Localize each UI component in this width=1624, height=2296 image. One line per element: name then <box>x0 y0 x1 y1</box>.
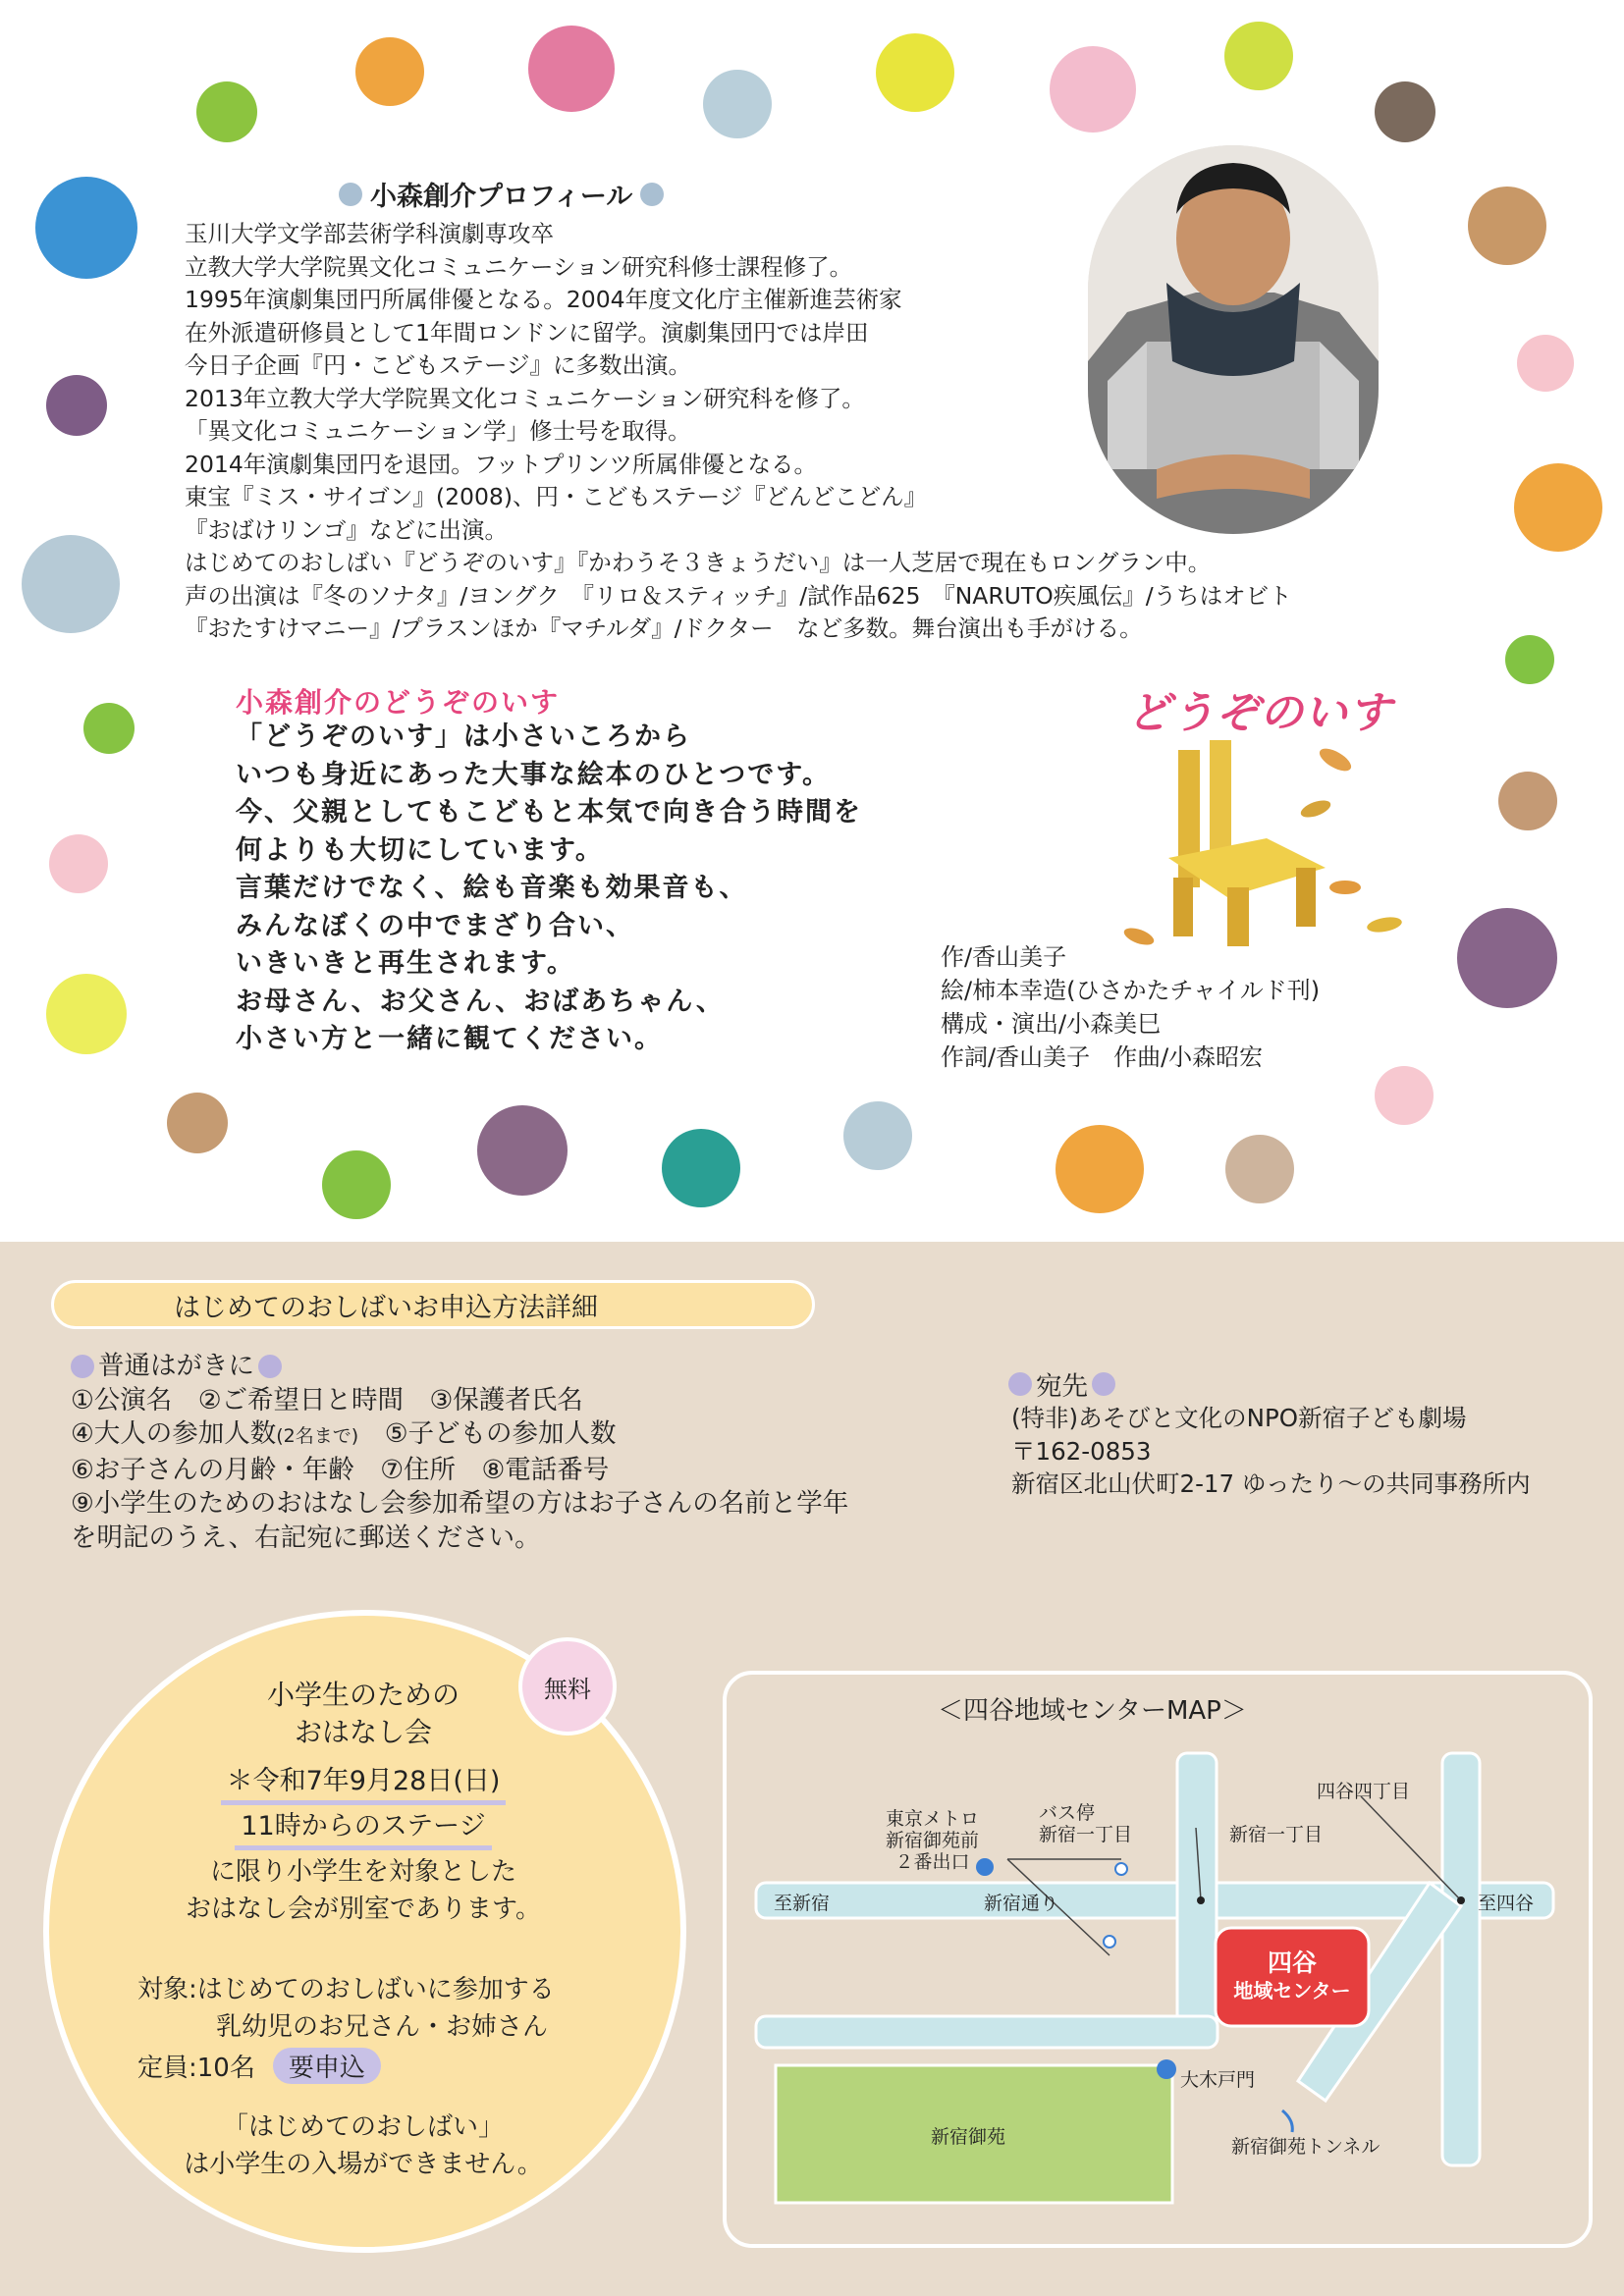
bullet-dot <box>1092 1372 1115 1396</box>
book-credits <box>941 940 1320 1074</box>
map-title: ＜四谷地域センターMAP＞ <box>938 1696 1247 1726</box>
map-label-okido-gate: 大木戸門 <box>1180 2069 1256 2091</box>
profile-title-text: 小森創介プロフィール <box>370 182 633 212</box>
credit-line: 作詞/香山美子 作曲/小森昭宏 <box>941 1043 1264 1071</box>
map-label-to-shinjuku: 至新宿 <box>774 1893 831 1914</box>
profile-line: 声の出演は『冬のソナタ』/ヨングク 『リロ＆スティッチ』/試作品625 『NARUTO疾風伝』/うちはオビト <box>185 581 1292 610</box>
postcard-item: を明記のうえ、右記宛に郵送ください。 <box>71 1522 541 1553</box>
profile-title <box>339 175 664 213</box>
story-target-text: 対象:はじめてのおしばいに参加する <box>137 1975 555 2004</box>
story-note-line: は小学生の入場ができません。 <box>184 2150 543 2179</box>
story-time <box>98 1808 628 1850</box>
map-label-text: 新宿一丁目 <box>1039 1824 1133 1845</box>
book-title: どうぞのいす <box>1127 688 1392 738</box>
map-label-text: 地域センター <box>1233 1979 1351 2002</box>
postcard-instructions <box>71 1350 848 1555</box>
map-label-bus-stop <box>1039 1802 1132 1845</box>
free-badge-text: 無料 <box>544 1675 591 1703</box>
dozonoisu-line: 「どうぞのいす」は小さいころから <box>236 721 691 752</box>
dozonoisu-line: 言葉だけでなく、絵も音楽も効果音も、 <box>236 873 748 903</box>
chair-illustration <box>1119 730 1414 956</box>
map-label-text: 四谷 <box>1267 1949 1317 1977</box>
profile-line: 今日子企画『円・こどもステージ』に多数出演。 <box>185 351 692 379</box>
postcard-item-text: ⑤子どもの参加人数 <box>384 1418 617 1449</box>
reservation-required-badge: 要申込 <box>273 2048 381 2084</box>
profile-line: 2014年演劇集団円を退団。フットプリンツ所属俳優となる。 <box>185 450 818 478</box>
profile-line: 『おたすけマニー』/プラスンほか『マチルダ』/ドクター など多数。舞台演出も手がける。 <box>185 614 1143 642</box>
credit-line: 作/香山美子 <box>941 943 1067 971</box>
dozonoisu-line: いきいきと再生されます。 <box>236 948 575 979</box>
address-heading-text: 宛先 <box>1036 1371 1088 1402</box>
bullet-dot <box>640 183 664 206</box>
story-description-line: おはなし会が別室であります。 <box>186 1895 541 1924</box>
address-heading <box>1008 1364 1115 1403</box>
dozonoisu-body <box>236 719 862 1059</box>
story-capacity <box>137 2048 381 2084</box>
map-label-shinjuku-1chome: 新宿一丁目 <box>1229 1824 1324 1845</box>
map-label-text: ２番出口 <box>894 1851 970 1873</box>
bullet-dot <box>71 1355 94 1378</box>
map-label-gyoen: 新宿御苑 <box>931 2126 1006 2148</box>
story-note <box>98 2109 628 2183</box>
map-label-shinjuku-dori: 新宿通り <box>984 1893 1059 1914</box>
credit-line: 絵/柿本幸造(ひさかたチャイルド刊) <box>941 977 1321 1004</box>
profile-photo <box>1088 145 1379 534</box>
map-label-text: 新宿御苑前 <box>886 1830 980 1851</box>
postcard-item: ①公演名 ②ご希望日と時間 ③保護者氏名 <box>71 1384 583 1415</box>
story-title-line: 小学生のための <box>266 1679 460 1711</box>
profile-line: 東宝『ミス・サイゴン』(2008)、円・こどもステージ『どんどこどん』 <box>185 483 928 510</box>
dozonoisu-line: お母さん、お父さん、おばあちゃん、 <box>236 986 725 1017</box>
story-target-line2 <box>216 2006 548 2043</box>
map-label-yotsuya-4chome: 四谷四丁目 <box>1317 1781 1411 1802</box>
postcard-item: ⑥お子さんの月齢・年齢 ⑦住所 ⑧電話番号 <box>71 1454 610 1485</box>
postcard-heading <box>71 1350 848 1384</box>
story-note-line: 「はじめてのおしばい」 <box>222 2112 504 2142</box>
story-title <box>98 1677 628 1751</box>
story-target-text: 乳幼児のお兄さん・お姉さん <box>216 2012 549 2042</box>
story-description-line: に限り小学生を対象とした <box>209 1857 516 1887</box>
profile-line: 1995年演劇集団円所属俳優となる。2004年度文化庁主催新進芸術家 <box>185 286 902 313</box>
story-target <box>137 1969 555 2005</box>
dozonoisu-line: 小さい方と一緒に観てください。 <box>236 1024 663 1054</box>
profile-line: 2013年立教大学大学院異文化コミュニケーション研究科を修了。 <box>185 384 865 412</box>
postcard-item <box>71 1417 848 1454</box>
application-title-bar <box>51 1280 815 1329</box>
bullet-dot <box>258 1355 282 1378</box>
profile-line: 玉川大学文学部芸術学科演劇専攻卒 <box>185 220 554 247</box>
map-label-metro <box>886 1808 979 1873</box>
bullet-dot <box>1008 1372 1032 1396</box>
profile-line: 在外派遣研修員として1年間ロンドンに留学。演劇集団円では岸田 <box>185 318 869 347</box>
map-label-text: 東京メトロ <box>886 1808 980 1830</box>
application-title: はじめてのおしばいお申込方法詳細 <box>174 1292 598 1323</box>
map-label-to-yotsuya: 至四谷 <box>1478 1893 1535 1914</box>
story-title-line: おはなし会 <box>294 1716 432 1748</box>
dozonoisu-line: 今、父親としてもこどもと本気で向き合う時間を <box>236 797 862 828</box>
dozonoisu-title: 小森創介のどうぞのいす <box>236 686 561 719</box>
map-roads <box>723 1671 1593 2248</box>
dozonoisu-line: みんなぼくの中でまざり合い、 <box>236 910 634 941</box>
address <box>1011 1402 1531 1501</box>
map-label-text: バス停 <box>1039 1802 1096 1824</box>
postcard-item: ⑨小学生のためのおはなし会参加希望の方はお子さんの名前と学年 <box>71 1488 849 1519</box>
credit-line: 構成・演出/小森美巳 <box>941 1010 1162 1038</box>
address-line: 〒162-0853 <box>1011 1436 1152 1466</box>
dozonoisu-line: いつも身近にあった大事な絵本のひとつです。 <box>236 759 832 790</box>
story-description <box>98 1853 628 1928</box>
postcard-item-note: (2名まで) <box>276 1425 359 1447</box>
profile-line: 「異文化コミュニケーション学」修士号を取得。 <box>185 417 691 445</box>
profile-line: 立教大学大学院異文化コミュニケーション研究科修士課程修了。 <box>185 252 853 281</box>
address-line: 新宿区北山伏町2-17 ゆったり〜の共同事務所内 <box>1011 1469 1531 1498</box>
story-time-text: 11時からのステージ <box>235 1808 491 1850</box>
map-label-tunnel: 新宿御苑トンネル <box>1231 2136 1380 2158</box>
dozonoisu-line: 何よりも大切にしています。 <box>236 834 604 866</box>
story-date <box>98 1763 628 1805</box>
postcard-heading-text: 普通はがきに <box>98 1351 254 1381</box>
story-date-text: ＊令和7年9月28日(日) <box>221 1763 507 1805</box>
map-label-yotsuya-center <box>1216 1949 1369 2003</box>
postcard-item-text: ④大人の参加人数 <box>71 1418 277 1449</box>
bullet-dot <box>339 183 362 206</box>
story-capacity-text: 定員:10名 <box>137 2054 255 2083</box>
profile-line: はじめてのおしばい『どうぞのいす』『かわうそ３きょうだい』は一人芝居で現在もロングラン中。 <box>185 549 1212 576</box>
profile-line: 『おばけリンゴ』などに出演。 <box>185 515 508 544</box>
address-line: (特非)あそびと文化のNPO新宿子ども劇場 <box>1011 1404 1467 1432</box>
